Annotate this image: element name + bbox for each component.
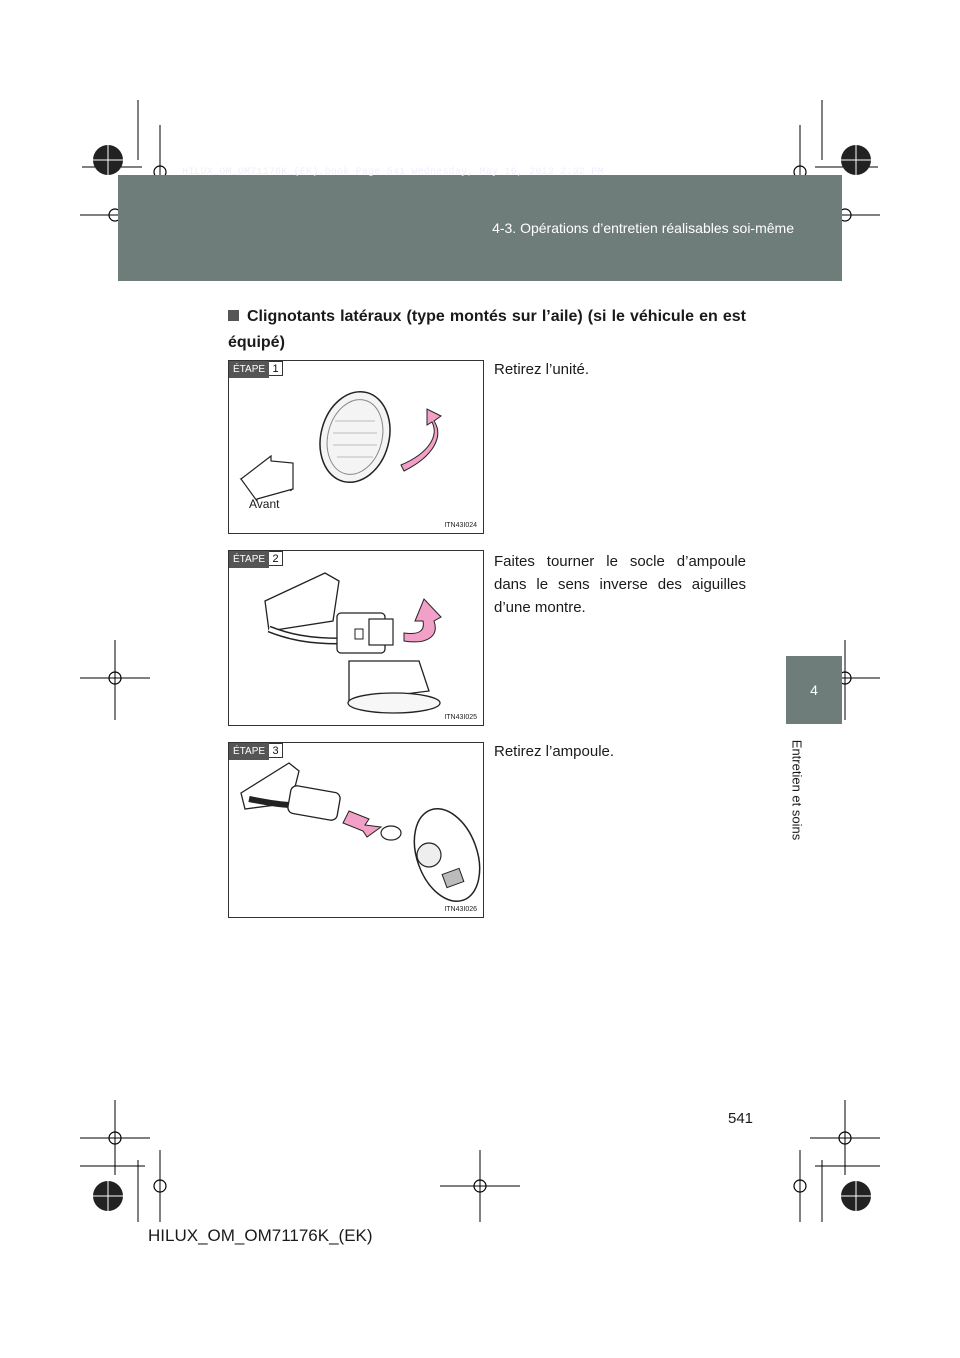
footer-code: HILUX_OM_OM71176K_(EK) (148, 1226, 373, 1245)
figure-step-2 (228, 550, 484, 726)
chapter-label: Entretien et soins (789, 739, 805, 841)
section-title: 4-3. Opérations d’entretien réalisables soi-même (492, 220, 794, 236)
rotate-socket-illustration (229, 551, 483, 725)
figure-id: ITN43I025 (444, 714, 477, 721)
figure-step-3 (228, 742, 484, 918)
book-stamp: HILUX_OM_OM71176K_(EK).book Page 541 Wednesday, May 16, 2012 2:32 PM (182, 167, 604, 178)
figure-label-front: Avant (249, 497, 280, 511)
figure-step-1 (228, 360, 484, 534)
step-1-text: Retirez l’unité. (494, 361, 590, 378)
figure-id: ITN43I024 (444, 522, 477, 529)
step-tag: ÉTAPE 3 (229, 743, 283, 760)
step-tag: ÉTAPE 1 (229, 361, 283, 378)
step-2-text: Faites tourner le socle d’ampoule dans le sens inverse des aiguilles d’une montre. (494, 553, 746, 616)
figure-id: ITN43I026 (444, 906, 477, 913)
section-heading: Clignotants latéraux (type montés sur l’aile) (si le véhicule en est équipé) (228, 308, 746, 351)
chapter-number: 4 (810, 682, 818, 698)
chapter-tab (786, 656, 842, 724)
square-bullet-icon (228, 310, 239, 321)
step-tag: ÉTAPE 2 (229, 551, 283, 568)
remove-bulb-illustration (229, 743, 483, 917)
step-3-text: Retirez l’ampoule. (494, 743, 615, 760)
page-number: 541 (728, 1110, 754, 1127)
